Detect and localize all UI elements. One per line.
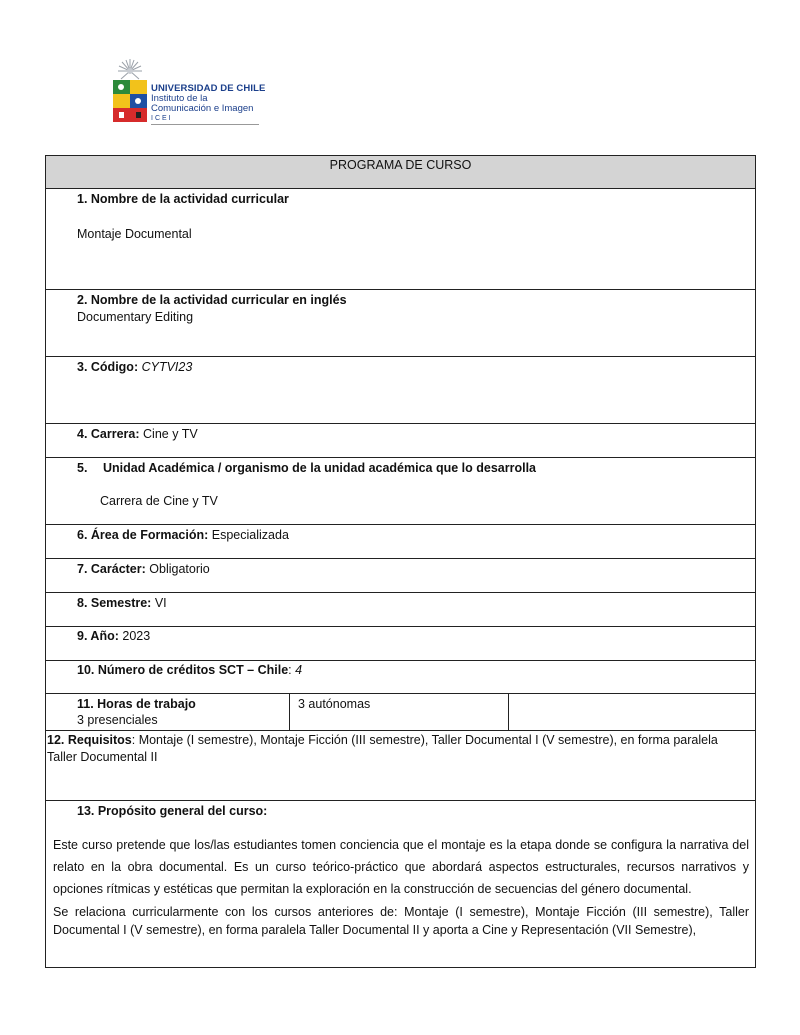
row-divider [45, 693, 756, 694]
row-divider [45, 592, 756, 593]
field-value-caracter: Obligatorio [149, 562, 210, 576]
field-carrera: 4. Carrera: Cine y TV [77, 427, 198, 441]
column-divider [508, 693, 509, 730]
university-name: UNIVERSIDAD DE CHILE [151, 83, 266, 94]
row-divider [45, 356, 756, 357]
proposito-paragraph-1: Este curso pretende que los/las estudiantes tomen conciencia que el montaje es la etapa donde se configura la narrativa del relato en la obra documental. Es un curso teórico-práctico que abordará aspectos estructurales, recursos narrativos y opciones rítmicas y estéticas que permitan la exploración en la construcción de secuencias del género documental. [53, 838, 749, 896]
shield-crest-icon [113, 80, 147, 122]
field-label-nombre: 1. Nombre de la actividad curricular [77, 192, 289, 206]
row-divider [45, 289, 756, 290]
field-label-proposito: 13. Propósito general del curso: [77, 804, 268, 818]
institute-name: Instituto de la Comunicación e Imagen [151, 93, 254, 114]
logo-divider [151, 124, 259, 125]
field-value-codigo: CYTVI23 [141, 360, 193, 374]
field-area: 6. Área de Formación: Especializada [77, 528, 289, 542]
field-label-nombre-en: 2. Nombre de la actividad curricular en inglés [77, 293, 347, 307]
column-divider [289, 693, 290, 730]
field-codigo: 3. Código: CYTVI23 [77, 360, 193, 374]
row-divider [45, 457, 756, 458]
field-value-area: Especializada [211, 528, 289, 542]
university-logo [113, 58, 266, 128]
field-value-anio: 2023 [122, 629, 151, 643]
proposito-paragraph-2: Se relaciona curricularmente con los cursos anteriores de: Montaje (I semestre), Montaje Ficción (III semestre), Taller Documental I (V semestre), en forma paralela Taller Documental II y aporta a Cine y Representación (VII Semestre), [53, 905, 749, 937]
field-number-unidad: 5. [77, 461, 88, 475]
field-value-presenciales: 3 presenciales [77, 713, 158, 727]
field-value-creditos: 4 [295, 663, 303, 677]
field-value-unidad: Carrera de Cine y TV [100, 494, 218, 508]
field-value-autonomas: 3 autónomas [298, 697, 371, 711]
row-divider [45, 423, 756, 424]
row-divider [45, 626, 756, 627]
field-creditos: 10. Número de créditos SCT – Chile: 4 [77, 663, 303, 677]
field-anio: 9. Año: 2023 [77, 629, 151, 643]
field-value-nombre: Montaje Documental [77, 227, 192, 241]
field-value-carrera: Cine y TV [143, 427, 198, 441]
row-divider [45, 524, 756, 525]
row-divider [45, 188, 756, 189]
page-title: PROGRAMA DE CURSO [329, 158, 472, 172]
field-label-unidad: Unidad Académica / organismo de la unidad académica que lo desarrolla [103, 461, 537, 475]
field-value-semestre: VI [154, 596, 167, 610]
institute-acronym: ICEI [151, 115, 173, 122]
field-value-requisitos: : Montaje (I semestre), Montaje Ficción (III semestre), Taller Documental I (V semestre), en forma paralela [131, 733, 718, 747]
row-divider [45, 730, 756, 731]
field-caracter: 7. Carácter: Obligatorio [77, 562, 210, 576]
field-value-requisitos-cont: Taller Documental II [47, 750, 158, 764]
field-requisitos: 12. Requisitos: Montaje (I semestre), Montaje Ficción (III semestre), Taller Documental I (V semestre), en forma paralela [47, 733, 718, 747]
row-divider [45, 660, 756, 661]
row-divider [45, 558, 756, 559]
row-divider [45, 800, 756, 801]
field-label-horas: 11. Horas de trabajo [77, 697, 196, 711]
field-value-nombre-en: Documentary Editing [77, 310, 194, 324]
field-semestre: 8. Semestre: VI [77, 596, 167, 610]
